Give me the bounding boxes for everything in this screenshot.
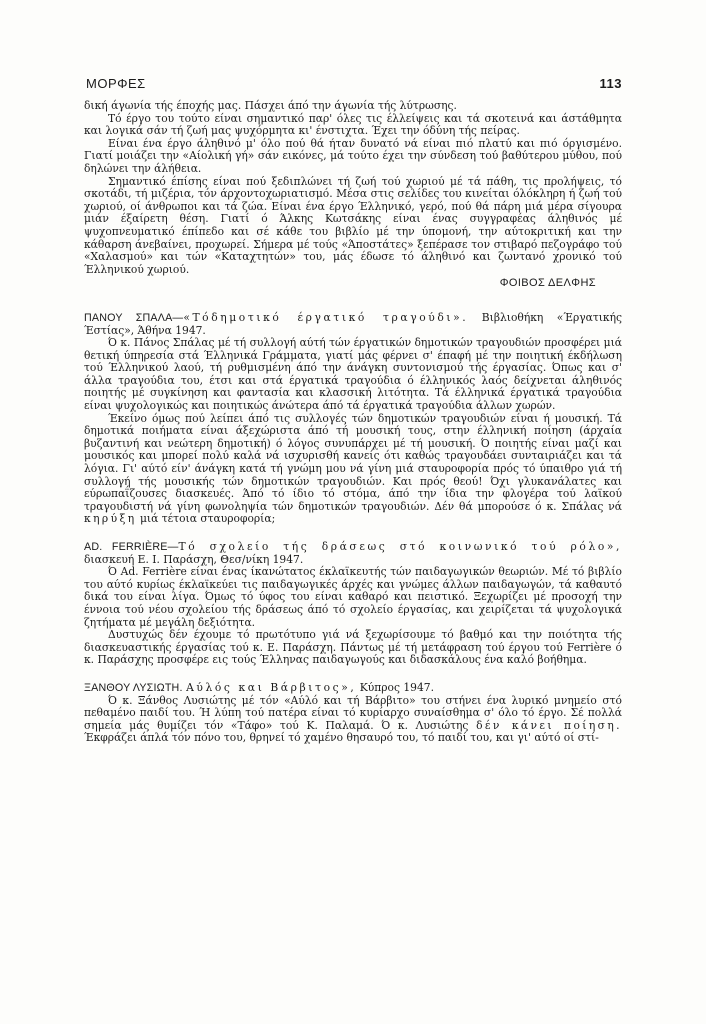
book-title: Τό σχολείο τής δράσεως στό κοινωνικό τού ρόλο», (178, 540, 622, 553)
book-title: Αύλός και Βάρβιτος», (186, 680, 357, 694)
review-ferriere (84, 541, 622, 667)
review-heading (84, 541, 622, 566)
book-author: ΠΑΝΟΥ ΣΠΑΛΑ— (84, 311, 184, 324)
paragraph: δική άγωνία τής έποχής μας. Πάσχει άπό την άγωνία τής λύτρωσης. (84, 99, 457, 112)
paragraph: Ό κ. Πάνος Σπάλας μέ τή συλλογή αύτή τών έργατικών δημοτικών τραγουδιών προσφέρει μιά θετική ύπηρεσία στά Έλληνικά Γράμματα, γιατί μάς φέρνει σ' έπαφή μέ την ποιητική έκδήλωση τού Έλληνικού λαού, τή ρυθμισμένη άπό την άνάγκη συντονισμού τής έργασίας. Όπως και σ' άλλα τραγούδια του, έτσι και στά έργατικά τραγούδια ό έλληνικός λαός δείχνεται άληθινός ποιητής μέ συγκίνηση και φαντασία και κλασσική λιτότητα. Τά έλληνικά έργατικά τραγούδια είναι ψυχολογικώς και ποιητικώς άνώτερα άπό τά έργατικά τραγούδια άλλων χωρών. (84, 336, 622, 413)
page-number: 113 (599, 76, 622, 91)
running-header (86, 76, 622, 91)
paragraph: Είναι ένα έργο άληθινό μ' όλο πού θά ήταν δυνατό νά είναι πιό πλατύ και πιό όργισμένο. Γιατί μοιάζει την «Αίολική γή» σάν εικόνες, μά τούτο έχει την σύνδεση τού βαθύτερου μύθου, πού δηλώνει την άλήθεια. (84, 136, 622, 175)
paragraph (84, 413, 622, 526)
book-details: Βιβλιοθήκη «Έργατικής Έστίας», Άθήνα 1947. (84, 310, 622, 337)
reviewer-signature: ΦΟΙΒΟΣ ΔΕΛΦΗΣ (499, 277, 596, 290)
book-title: «Τόδημοτικό έργατικό τραγούδι». (183, 310, 469, 324)
review-heading (84, 312, 622, 337)
review-spalas (84, 312, 622, 526)
paragraph-text: Έκείνο όμως πού λείπει άπό τις συλλογές τών δημοτικών τραγουδιών είναι ή μουσική. Τά δημοτικά ποιήματα είναι άξεχώριστα άπό τή μουσική τους, στην έλληνική ποίηση (άρχαία βυζαντινή και νεώτερη δημοτική) ό λόγος συνυπάρχει μέ τή μουσική. Ό ποιητής είναι μαζί και μουσικός και μπορεί πολύ καλά νά ισχυρισθή κανείς ότι καθώς τραγουδάει συνταιριάζει και τά λόγια. Γι' αύτό είν' άνάγκη κατά τή γνώμη μου νά γίνη μιά σταυροφορία πρός τό ύπαιθρο γιά τή συλλογή τής μουσικής τών δημοτικών τραγουδιών. Και πρός θεού! Όχι γλυκανάλατες και εύρωπαΐζουσες διασκευές. Άπό τό ίδιο τό στόμα, άπό την ίδια την φλογέρα τού λαϊκού τραγουδιστή νά γίνη φωνοληψία τών δημοτικών τραγουδιών. Δέν θά μπορούσε ό κ. Σπάλας νά (84, 411, 622, 513)
paragraph (84, 695, 622, 745)
emphasized-phrase: δέν κάνει ποίηση. (476, 718, 622, 732)
paragraph-text: Ό κ. Ξάνθος Λυσιώτης μέ τόν «Αύλό και τή Βάρβιτο» του στήνει ένα λυρικό μνημείο στό πεθαμένο παιδί του. Ή λύπη τού πατέρα είναι τό κυρίαρχο συναίσθημα σ' όλο τό έργο. Σέ πολλά σημεία μάς θυμίζει τόν «Τάφο» τού Κ. Παλαμά. Ό κ. Λυσιώτης (84, 693, 622, 732)
paragraph: Τό έργο του τούτο είναι σημαντικό παρ' όλες τις έλλείψεις και τά σκοτεινά και άστάθμητα και λογικά σάν τή ζωή μας ψυχόρμητα κι' ένστιχτα. Έχει την όδύνη τής πείρας. (84, 111, 622, 138)
review-kotsakis-continuation (84, 100, 622, 290)
book-author: ΞΑΝΘΟΥ ΛΥΣΙΩΤΗ. (84, 681, 183, 694)
running-title: ΜΟΡΦΕΣ (86, 76, 146, 91)
paragraph-closing: μιά τέτοια σταυροφορία; (139, 512, 276, 526)
paragraph: Δυστυχώς δέν έχουμε τό πρωτότυπο γιά νά ξεχωρίσουμε τό βαθμό και την ποιότητα τής διασκευαστικής έργασίας τού κ. Ε. Παράσχη. Πάντως μέ τή μετάφραση τού έργου τού Ferrière ό κ. Παράσχης προσφέρε εις τούς Έλληνας παιδαγωγούς και διδασκάλους ένα καλό βοήθημα. (84, 628, 622, 667)
book-details: διασκευή Ε. Ι. Παράσχη, Θεσ/νίκη 1947. (84, 552, 304, 566)
page-body (84, 100, 622, 751)
book-author: AD. FERRIÈRE— (84, 541, 179, 553)
paragraph: Ό Ad. Ferrière είναι ένας ίκανώτατος έκλαϊκευτής τών παιδαγωγικών θεωριών. Μέ τό βιβλίο του αύτό κυρίως έκλαϊκεύει τις παιδαγωγικές άρχές και γνώμες άλλων παιδαγωγών, τά καθαυτό δικά του είναι λίγα. Όμως τό ύφος του είναι καθαρό και πειστικό. Ξεχωρίζει μέ προσοχή την έννοια τού νέου σχολείου τής δράσεως άπό τό σχολείο έργασίας, και χειρίζεται τά ψυχολογικά ζητήματα μέ μεγάλη δεξιότητα. (84, 565, 622, 629)
emphasized-word: κηρύξη (84, 512, 137, 526)
paragraph: Σημαντικό έπίσης είναι πού ξεδιπλώνει τή ζωή τού χωριού μέ τά πάθη, τις προλήψεις, τό σκοτάδι, τή μιζέρια, τόν άρχοντοχωριατισμό. Μέσα στις σελίδες του κινείται όλόκληρη ή ζωή τού χωριού, οί άνθρωποι και τά ζώα. Είναι ένα έργο Έλληνικό, γερό, πού θά πάρη μιά μέρα σίγουρα μιάν έξαίρετη θέση. Γιατί ό Άλκης Κωτσάκης είναι ένας συγγραφέας άληθινός μέ ψυχοπνευματικό έπίπεδο και σέ κάθε του βιβλίο μέ την ύπομονή, την αύτοκριτική και την κάθαρση άνεβαίνει, προχωρεί. Σήμερα μέ τούς «Άποστάτες» ξεπέρασε τον στιβαρό πεζογράφο τού «Χαλασμού» και τών «Καταχτητών» του, μάς έδωσε τό άληθινό και ζωντανό χρονικό τού Έλληνικού χωριού. (84, 174, 622, 276)
book-details: Κύπρος 1947. (359, 680, 434, 694)
paragraph-text-end: Έκφράζει άπλά τόν πόνο του, θρηνεί τό χαμένο θησαυρό του, τό παιδί του, και γι' αύτό οί στί- (84, 731, 599, 745)
review-lysiotis (84, 682, 622, 745)
